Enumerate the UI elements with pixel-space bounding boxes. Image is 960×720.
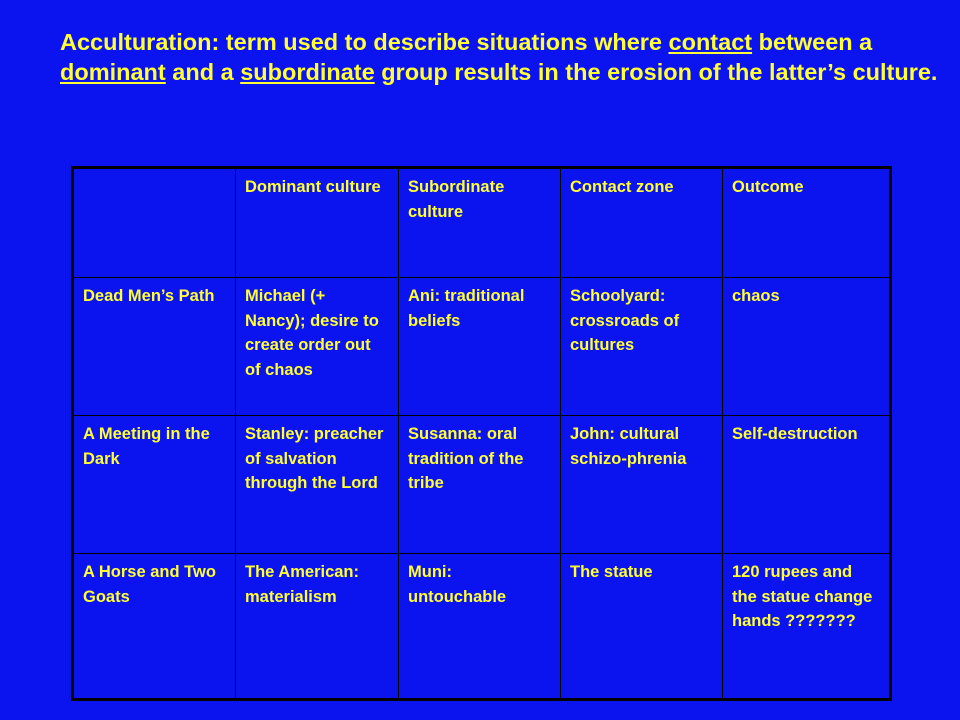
dominant-culture-cell: Michael (+ Nancy); desire to create order out of chaos (236, 278, 399, 416)
term-subordinate: subordinate (240, 58, 375, 85)
story-title-cell: A Horse and Two Goats (73, 554, 236, 700)
contact-zone-cell: Schoolyard: crossroads of cultures (561, 278, 723, 416)
table-row (73, 554, 891, 700)
story-title-cell: Dead Men’s Path (73, 278, 236, 416)
title-text-1: Acculturation: term used to describe situations where (60, 29, 669, 55)
title-text-2: between a (752, 29, 873, 55)
outcome-cell: 120 rupees and the statue change hands ??????? (723, 554, 891, 700)
table-row (73, 416, 891, 554)
header-dominant-culture: Dominant culture (236, 168, 399, 278)
header-subordinate-culture: Subordinate culture (399, 168, 561, 278)
acculturation-table (71, 166, 892, 701)
dominant-culture-cell: The American: materialism (236, 554, 399, 700)
header-contact-zone: Contact zone (561, 168, 723, 278)
subordinate-culture-cell: Ani: traditional beliefs (399, 278, 561, 416)
story-title-cell: A Meeting in the Dark (73, 416, 236, 554)
header-outcome: Outcome (723, 168, 891, 278)
title-text-3: and a (165, 58, 241, 85)
outcome-cell: Self-destruction (723, 416, 891, 554)
slide-title (60, 28, 940, 87)
subordinate-culture-cell: Susanna: oral tradition of the tribe (399, 416, 561, 554)
term-contact: contact (668, 29, 753, 55)
subordinate-culture-cell: Muni: untouchable (399, 554, 561, 700)
contact-zone-cell: John: cultural schizo-phrenia (561, 416, 723, 554)
table-row (73, 278, 891, 416)
dominant-culture-cell: Stanley: preacher of salvation through the Lord (236, 416, 399, 554)
term-dominant: dominant (60, 58, 166, 85)
contact-zone-cell: The statue (561, 554, 723, 700)
table-header-row (73, 168, 891, 278)
header-corner-cell (73, 168, 236, 278)
outcome-cell: chaos (723, 278, 891, 416)
title-text-4: group results in the erosion of the latter’s culture. (374, 58, 938, 85)
